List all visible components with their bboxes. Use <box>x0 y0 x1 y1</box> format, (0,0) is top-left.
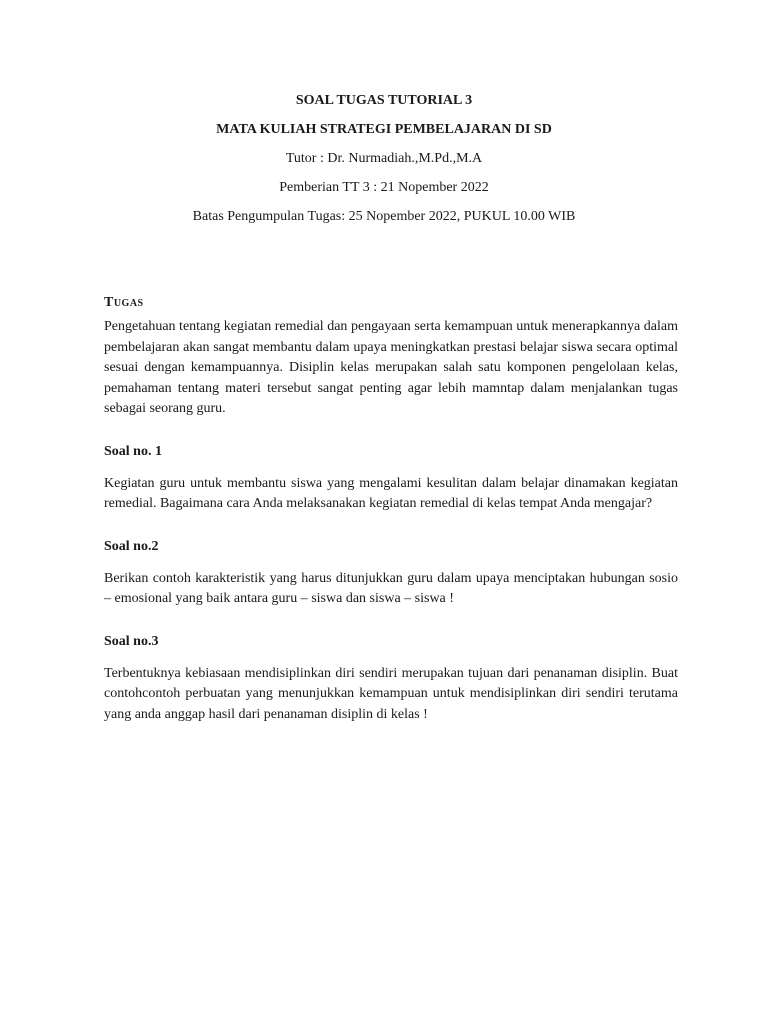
tugas-heading: Tugas <box>104 295 144 310</box>
course-name: MATA KULIAH STRATEGI PEMBELAJARAN DI SD <box>216 122 552 137</box>
tutor-name: Tutor : Dr. Nurmadiah.,M.Pd.,M.A <box>285 151 483 166</box>
soal-1-text: Kegiatan guru untuk membantu siswa yang mengalami kesulitan dalam belajar dinamakan kegiatan remedial. Bagaimana cara Anda melaksanakan kegiatan remedial di kelas tempat Anda mengajar? <box>104 475 678 511</box>
soal-1-heading: Soal no. 1 <box>104 443 162 459</box>
soal-2-text: Berikan contoh karakteristik yang harus ditunjukkan guru dalam upaya menciptakan hubungan sosio – emosional yang baik antara guru – siswa dan siswa – siswa ! <box>104 570 678 606</box>
soal-2-heading: Soal no.2 <box>104 538 159 554</box>
given-date: Pemberian TT 3 : 21 Nopember 2022 <box>279 180 489 195</box>
document-body <box>104 294 678 725</box>
document-header <box>0 92 768 237</box>
tugas-text: Pengetahuan tentang kegiatan remedial dan pengayaan serta kemampuan untuk menerapkannya dalam pembelajaran akan sangat membantu dalam upaya meningkatkan prestasi belajar siswa secara optimal sesuai dengan kemampuannya. Disiplin kelas merupakan salah satu komponen pengelolaan kelas, pemahaman tentang materi tersebut sangat penting agar lebih mamntap dalam menjalankan tugas sebagai seorang guru. <box>104 319 678 416</box>
deadline: Batas Pengumpulan Tugas: 25 Nopember 2022, PUKUL 10.00 WIB <box>192 209 576 224</box>
soal-3-heading: Soal no.3 <box>104 633 159 649</box>
document-title: SOAL TUGAS TUTORIAL 3 <box>295 93 473 108</box>
soal-3-text: Terbentuknya kebiasaan mendisiplinkan diri sendiri merupakan tujuan dari penanaman disiplin. Buat contohcontoh perbuatan yang menunjukkan kemampuan untuk mendisiplinkan diri sendiri terutama yang anda anggap hasil dari penanaman disiplin di kelas ! <box>104 665 678 722</box>
